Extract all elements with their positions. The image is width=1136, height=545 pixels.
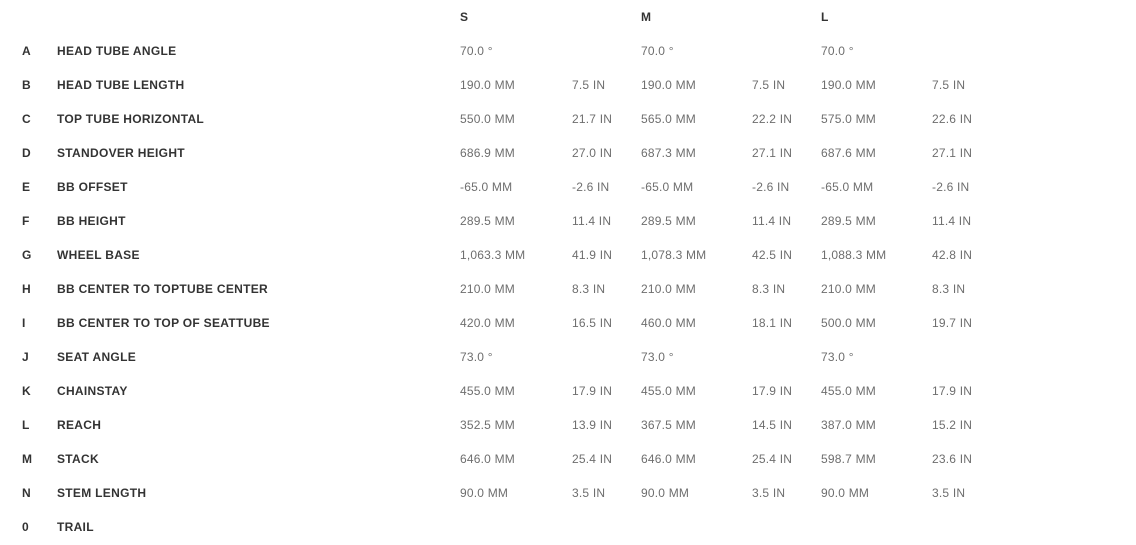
table-row: [22, 306, 1136, 340]
value-m-mm: 73.0 °: [641, 350, 674, 364]
value-m-mm: 460.0 MM: [641, 316, 696, 330]
row-letter: I: [22, 316, 26, 330]
value-l-in: 19.7 IN: [932, 316, 973, 330]
value-m-in: 14.5 IN: [752, 418, 793, 432]
table-row: [22, 68, 1136, 102]
value-s-in: 17.9 IN: [572, 384, 613, 398]
table-row: [22, 510, 1136, 544]
row-label: STACK: [57, 452, 99, 466]
value-l-in: 8.3 IN: [932, 282, 966, 296]
value-l-mm: 1,088.3 MM: [821, 248, 887, 262]
value-s-in: 8.3 IN: [572, 282, 606, 296]
value-l-mm: 687.6 MM: [821, 146, 876, 160]
value-s-in: 16.5 IN: [572, 316, 613, 330]
value-m-mm: 210.0 MM: [641, 282, 696, 296]
value-m-mm: 646.0 MM: [641, 452, 696, 466]
value-l-mm: 387.0 MM: [821, 418, 876, 432]
value-s-mm: 73.0 °: [460, 350, 493, 364]
row-label: STEM LENGTH: [57, 486, 147, 500]
value-l-mm: 190.0 MM: [821, 78, 876, 92]
table-row: [22, 238, 1136, 272]
size-header-row: [22, 0, 1136, 34]
value-m-mm: 687.3 MM: [641, 146, 696, 160]
row-label: REACH: [57, 418, 102, 432]
row-letter: M: [22, 452, 33, 466]
row-letter: D: [22, 146, 31, 160]
row-label: TRAIL: [57, 520, 94, 534]
table-row: [22, 170, 1136, 204]
value-l-mm: 90.0 MM: [821, 486, 870, 500]
value-m-mm: 455.0 MM: [641, 384, 696, 398]
value-s-in: 7.5 IN: [572, 78, 606, 92]
value-l-mm: 575.0 MM: [821, 112, 876, 126]
value-s-in: 27.0 IN: [572, 146, 613, 160]
value-s-mm: -65.0 MM: [460, 180, 513, 194]
row-letter: 0: [22, 520, 29, 534]
value-s-in: 41.9 IN: [572, 248, 613, 262]
value-m-mm: 367.5 MM: [641, 418, 696, 432]
row-label: CHAINSTAY: [57, 384, 128, 398]
row-label: TOP TUBE HORIZONTAL: [57, 112, 205, 126]
table-row: [22, 272, 1136, 306]
value-m-in: 17.9 IN: [752, 384, 793, 398]
row-label: BB CENTER TO TOPTUBE CENTER: [57, 282, 269, 296]
row-letter: B: [22, 78, 31, 92]
value-l-mm: 210.0 MM: [821, 282, 876, 296]
row-letter: F: [22, 214, 30, 228]
table-row: [22, 340, 1136, 374]
value-l-in: 23.6 IN: [932, 452, 973, 466]
value-m-in: 18.1 IN: [752, 316, 793, 330]
value-s-mm: 70.0 °: [460, 44, 493, 58]
value-s-mm: 550.0 MM: [460, 112, 515, 126]
row-label: STANDOVER HEIGHT: [57, 146, 185, 160]
value-l-in: 15.2 IN: [932, 418, 973, 432]
value-s-mm: 210.0 MM: [460, 282, 515, 296]
row-letter: G: [22, 248, 32, 262]
value-s-in: 3.5 IN: [572, 486, 606, 500]
table-row: [22, 102, 1136, 136]
value-s-mm: 686.9 MM: [460, 146, 515, 160]
value-m-in: 22.2 IN: [752, 112, 793, 126]
row-label: SEAT ANGLE: [57, 350, 137, 364]
value-m-in: 3.5 IN: [752, 486, 786, 500]
value-l-in: 7.5 IN: [932, 78, 966, 92]
value-m-mm: 289.5 MM: [641, 214, 696, 228]
value-l-in: 42.8 IN: [932, 248, 973, 262]
value-l-mm: 598.7 MM: [821, 452, 876, 466]
value-s-mm: 352.5 MM: [460, 418, 515, 432]
row-label: WHEEL BASE: [57, 248, 140, 262]
value-s-mm: 289.5 MM: [460, 214, 515, 228]
value-l-mm: 73.0 °: [821, 350, 854, 364]
value-l-in: 22.6 IN: [932, 112, 973, 126]
value-l-in: 11.4 IN: [932, 214, 972, 228]
value-m-mm: 1,078.3 MM: [641, 248, 707, 262]
value-l-mm: 70.0 °: [821, 44, 854, 58]
value-l-in: 17.9 IN: [932, 384, 973, 398]
value-m-in: 42.5 IN: [752, 248, 793, 262]
table-row: [22, 442, 1136, 476]
row-letter: E: [22, 180, 31, 194]
value-m-in: -2.6 IN: [752, 180, 790, 194]
table-row: [22, 34, 1136, 68]
value-s-in: 21.7 IN: [572, 112, 613, 126]
value-s-in: 13.9 IN: [572, 418, 613, 432]
value-m-mm: 70.0 °: [641, 44, 674, 58]
row-label: BB HEIGHT: [57, 214, 126, 228]
value-s-mm: 646.0 MM: [460, 452, 515, 466]
value-m-in: 7.5 IN: [752, 78, 786, 92]
size-header-s: S: [460, 10, 469, 24]
value-s-mm: 190.0 MM: [460, 78, 515, 92]
value-s-in: -2.6 IN: [572, 180, 610, 194]
value-s-in: 25.4 IN: [572, 452, 613, 466]
table-row: [22, 408, 1136, 442]
size-header-m: M: [641, 10, 652, 24]
value-m-mm: -65.0 MM: [641, 180, 694, 194]
table-row: [22, 136, 1136, 170]
table-row: [22, 476, 1136, 510]
value-s-mm: 90.0 MM: [460, 486, 509, 500]
size-header-l: L: [821, 10, 829, 24]
value-m-mm: 190.0 MM: [641, 78, 696, 92]
row-letter: H: [22, 282, 31, 296]
value-m-mm: 90.0 MM: [641, 486, 690, 500]
row-label: BB CENTER TO TOP OF SEATTUBE: [57, 316, 270, 330]
value-m-mm: 565.0 MM: [641, 112, 696, 126]
value-s-mm: 420.0 MM: [460, 316, 515, 330]
row-letter: N: [22, 486, 31, 500]
row-label: HEAD TUBE ANGLE: [57, 44, 177, 58]
table-row: [22, 374, 1136, 408]
value-l-mm: -65.0 MM: [821, 180, 874, 194]
value-l-mm: 455.0 MM: [821, 384, 876, 398]
row-letter: J: [22, 350, 29, 364]
row-letter: C: [22, 112, 31, 126]
value-m-in: 11.4 IN: [752, 214, 792, 228]
value-s-mm: 1,063.3 MM: [460, 248, 526, 262]
table-row: [22, 204, 1136, 238]
row-letter: A: [22, 44, 31, 58]
table-body: [22, 34, 1136, 544]
row-label: HEAD TUBE LENGTH: [57, 78, 185, 92]
value-m-in: 27.1 IN: [752, 146, 793, 160]
row-letter: K: [22, 384, 31, 398]
value-s-in: 11.4 IN: [572, 214, 612, 228]
value-l-in: 3.5 IN: [932, 486, 966, 500]
row-letter: L: [22, 418, 30, 432]
value-m-in: 25.4 IN: [752, 452, 793, 466]
value-m-in: 8.3 IN: [752, 282, 786, 296]
value-l-mm: 500.0 MM: [821, 316, 876, 330]
value-l-in: 27.1 IN: [932, 146, 973, 160]
value-l-in: -2.6 IN: [932, 180, 970, 194]
value-s-mm: 455.0 MM: [460, 384, 515, 398]
value-l-mm: 289.5 MM: [821, 214, 876, 228]
row-label: BB OFFSET: [57, 180, 128, 194]
